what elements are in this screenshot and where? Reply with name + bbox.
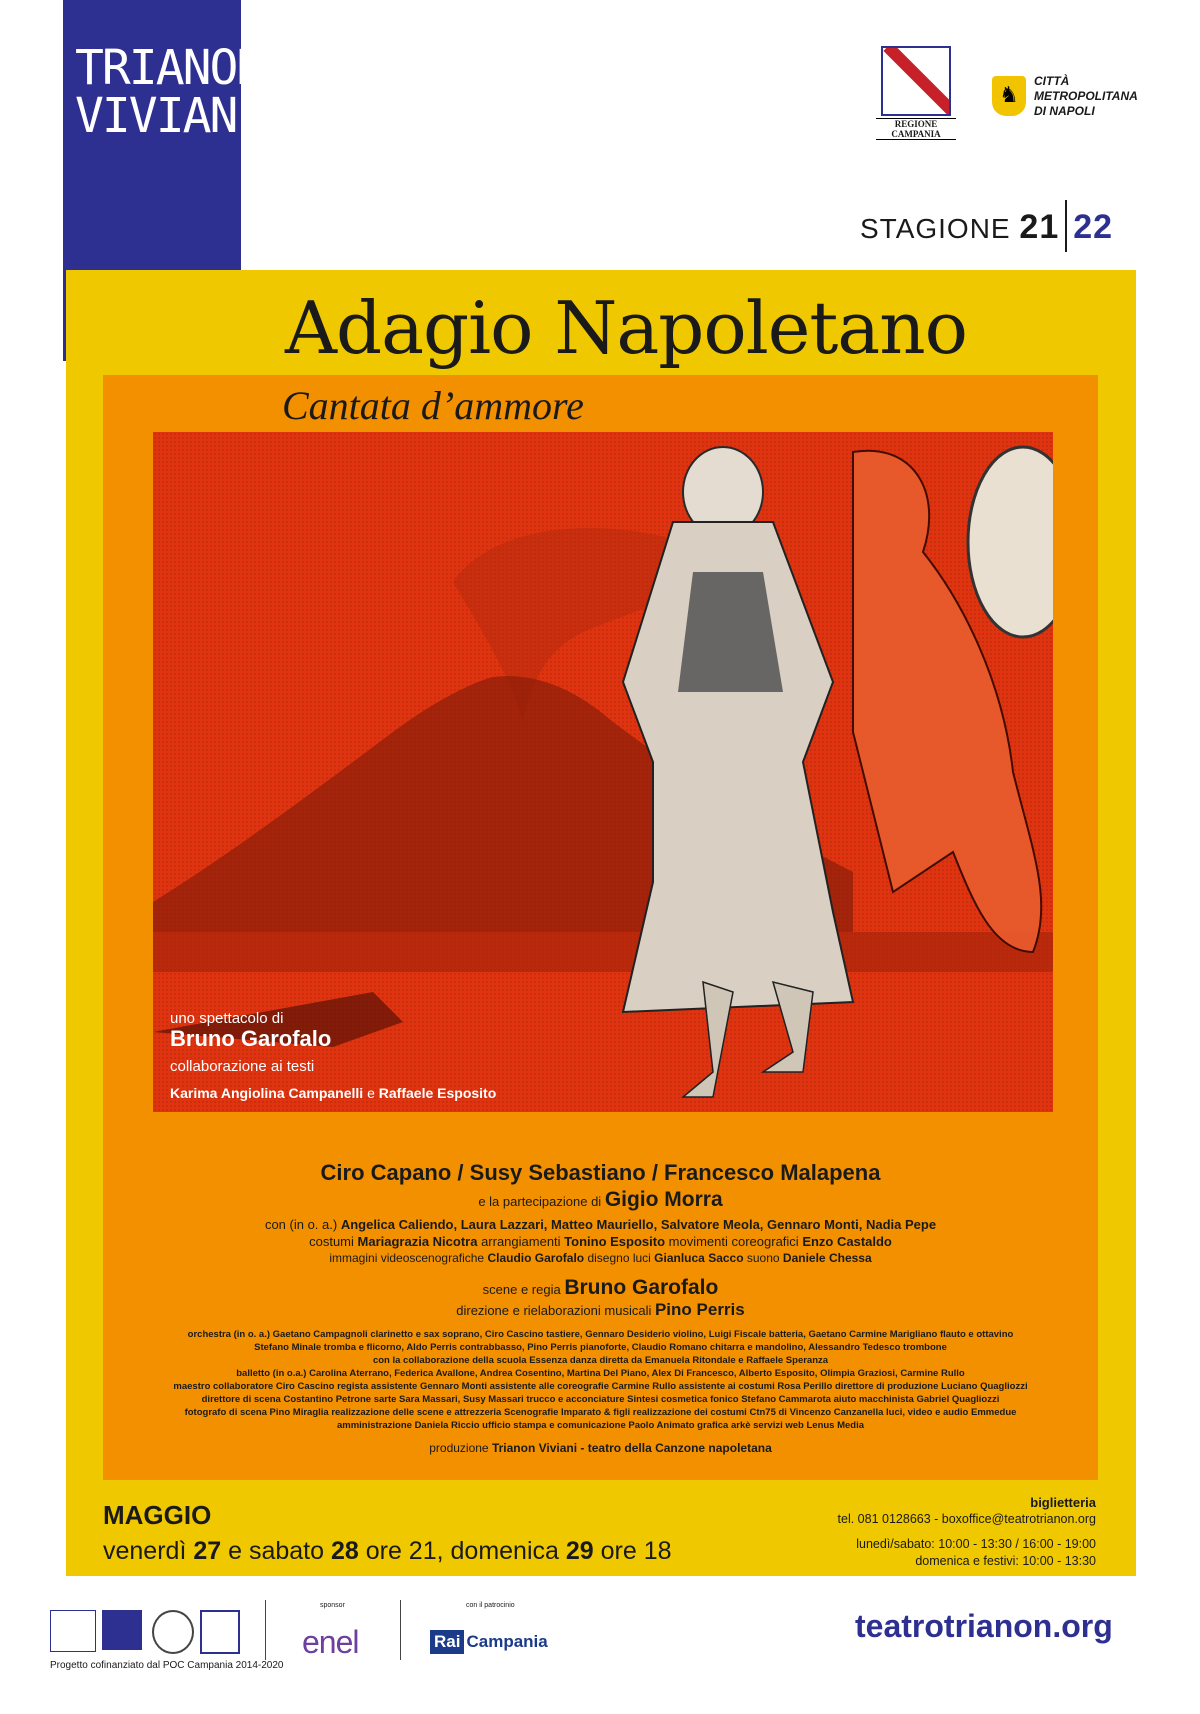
text-part: costumi <box>309 1234 358 1249</box>
funding-logos <box>50 1610 260 1656</box>
text-part: 29 <box>565 1537 594 1565</box>
season-divider <box>1065 200 1067 252</box>
text-part: 28 <box>330 1537 359 1565</box>
regione-campania-logo <box>876 46 956 139</box>
production-line: produzione Trianon Viviani - teatro della Canzone napoletana <box>429 1441 772 1455</box>
small-credit-line: orchestra (in o. a.) Gaetano Campagnoli clarinetto e sax soprano, Ciro Cascino tastiere, Gennaro Desiderio violino, Luigi Fiscale batteria, Gaetano Carmine Marigliano flauto e ottavino <box>187 1329 1014 1340</box>
small-credit-line: con la collaborazione della scuola Essenza danza diretta da Emanuela Ritondale e Raffaele Speranza <box>372 1355 829 1366</box>
rai-campania-logo: Rai Campania <box>430 1630 548 1656</box>
crew-line-2 <box>103 1250 1098 1266</box>
italy-emblem-icon <box>152 1610 194 1654</box>
eu-flag-icon <box>102 1610 142 1650</box>
performance-dates <box>103 1537 672 1566</box>
text-part: disegno luci <box>584 1251 655 1265</box>
box-office-contact[interactable]: tel. 081 0128663 - boxoffice@teatrotrianon.org <box>837 1512 1096 1526</box>
poc-logo-icon <box>50 1610 96 1652</box>
small-credits <box>103 1328 1098 1432</box>
patronage-label: con il patrocinio <box>466 1602 515 1609</box>
text-part: 27 <box>193 1537 222 1565</box>
texts-label: collaborazione ai testi <box>170 1058 315 1075</box>
text-part: e sabato <box>221 1537 331 1565</box>
region-name: REGIONE CAMPANIA <box>876 118 956 140</box>
horse-icon: ♞ <box>992 76 1026 116</box>
text-part: ore 21, domenica <box>358 1537 566 1565</box>
shore-shape <box>153 932 1053 972</box>
text-part: immagini videoscenografiche <box>329 1251 488 1265</box>
author-name: Bruno Garofalo <box>170 1026 332 1051</box>
crew-line-1 <box>103 1233 1098 1250</box>
text-part: suono <box>743 1251 783 1265</box>
text-part: Gianluca Sacco <box>654 1251 744 1265</box>
cast-credits <box>103 1160 1098 1456</box>
text-part: venerdì <box>103 1537 194 1565</box>
season-label: STAGIONE 21 22 <box>860 200 1113 252</box>
box-office-hours-holiday: domenica e festivi: 10:00 - 13:30 <box>915 1554 1096 1568</box>
direction-line: scene e regia Bruno Garofalo <box>482 1276 719 1299</box>
logo-line1: TRIANON <box>75 40 264 96</box>
show-title: Adagio Napoletano <box>285 286 967 370</box>
footer-divider <box>265 1600 266 1660</box>
enel-logo: enel <box>302 1624 359 1660</box>
music-line: direzione e rielaborazioni musicali Pino Perris <box>456 1300 745 1319</box>
region-shield-icon <box>881 46 951 116</box>
campania-emblem-icon <box>200 1610 240 1654</box>
text-part: Mariagrazia Nicotra <box>357 1234 478 1249</box>
vesuvius-illustration <box>153 432 1053 1112</box>
month-label: MAGGIO <box>103 1500 212 1530</box>
logo-line2: VIVIANI <box>75 88 264 144</box>
small-credit-line: fotografo di scena Pino Miraglia realizzazione delle scene e attrezzeria Scenografie Imparato & figli realizzazione dei costumi Ctn75 di Vincenzo Canzanella luci, video e audio Emmedue <box>184 1407 1017 1418</box>
text-part: ore 18 <box>593 1537 672 1565</box>
footer-divider <box>400 1600 401 1660</box>
text-part: movimenti coreografici <box>665 1234 803 1249</box>
small-credit-line: maestro collaboratore Ciro Cascino regista assistente Gennaro Monti assistente alle coreografie Carmine Rullo assistente ai costumi Rosa Perillo direttore di produzione Luciano Quagliozzi <box>173 1381 1028 1392</box>
small-credit-line: balletto (in o.a.) Carolina Aterrano, Federica Avallone, Andrea Cosentino, Martina Del Piano, Alex Di Francesco, Alberto Esposito, Olimpia Graziosi, Carmine Rullo <box>236 1368 965 1379</box>
small-credit-line: amministrazione Daniela Riccio ufficio stampa e comunicazione Paolo Animato grafica arkè servizi web Lenus Media <box>336 1420 865 1431</box>
text-part: Enzo Castaldo <box>802 1234 892 1249</box>
box-office-heading: biglietteria <box>1030 1495 1096 1510</box>
texts-names: Karima Angiolina Campanelli e Raffaele Esposito <box>170 1085 497 1101</box>
text-part: Tonino Esposito <box>564 1234 666 1249</box>
poc-funding-text: Progetto cofinanziato dal POC Campania 2014-2020 <box>50 1660 284 1671</box>
sponsor-label: sponsor <box>320 1602 345 1609</box>
small-credit-line: Stefano Minale tromba e flicorno, Aldo Perris contrabbasso, Pino Perris pianoforte, Claudio Romano chitarra e mandolino, Alessandro Tedesco trombone <box>254 1342 947 1353</box>
ensemble-line: con (in o. a.) Angelica Caliendo, Laura Lazzari, Matteo Mauriello, Salvatore Meola, Gennaro Monti, Nadia Pepe <box>264 1217 937 1232</box>
small-credit-line: direttore di scena Costantino Petrone sarte Sara Massari, Susy Massari trucco e acconciature Sintesi cosmetica fonico Stefano Cammarota aiuto macchinista Gabriel Quagliozzi <box>201 1394 1000 1405</box>
box-office-hours-weekday: lunedì/sabato: 10:00 - 13:30 / 16:00 - 19:00 <box>856 1537 1096 1551</box>
citta-metropolitana-logo: ♞ CITTÀ METROPOLITANA DI NAPOLI <box>992 74 1162 120</box>
website-link[interactable]: teatrotrianon.org <box>855 1608 1113 1644</box>
show-subtitle: Cantata d’ammore <box>282 383 584 428</box>
participation-line: e la partecipazione di Gigio Morra <box>478 1188 723 1211</box>
text-part: arrangiamenti <box>477 1234 565 1249</box>
illustration-svg <box>153 432 1053 1112</box>
text-part: Daniele Chessa <box>782 1251 872 1265</box>
box-office-info <box>760 1494 1096 1570</box>
main-cast: Ciro Capano / Susy Sebastiano / Francesco Malapena <box>320 1160 881 1185</box>
author-label: uno spettacolo di <box>170 1010 284 1027</box>
text-part: Claudio Garofalo <box>487 1251 585 1265</box>
